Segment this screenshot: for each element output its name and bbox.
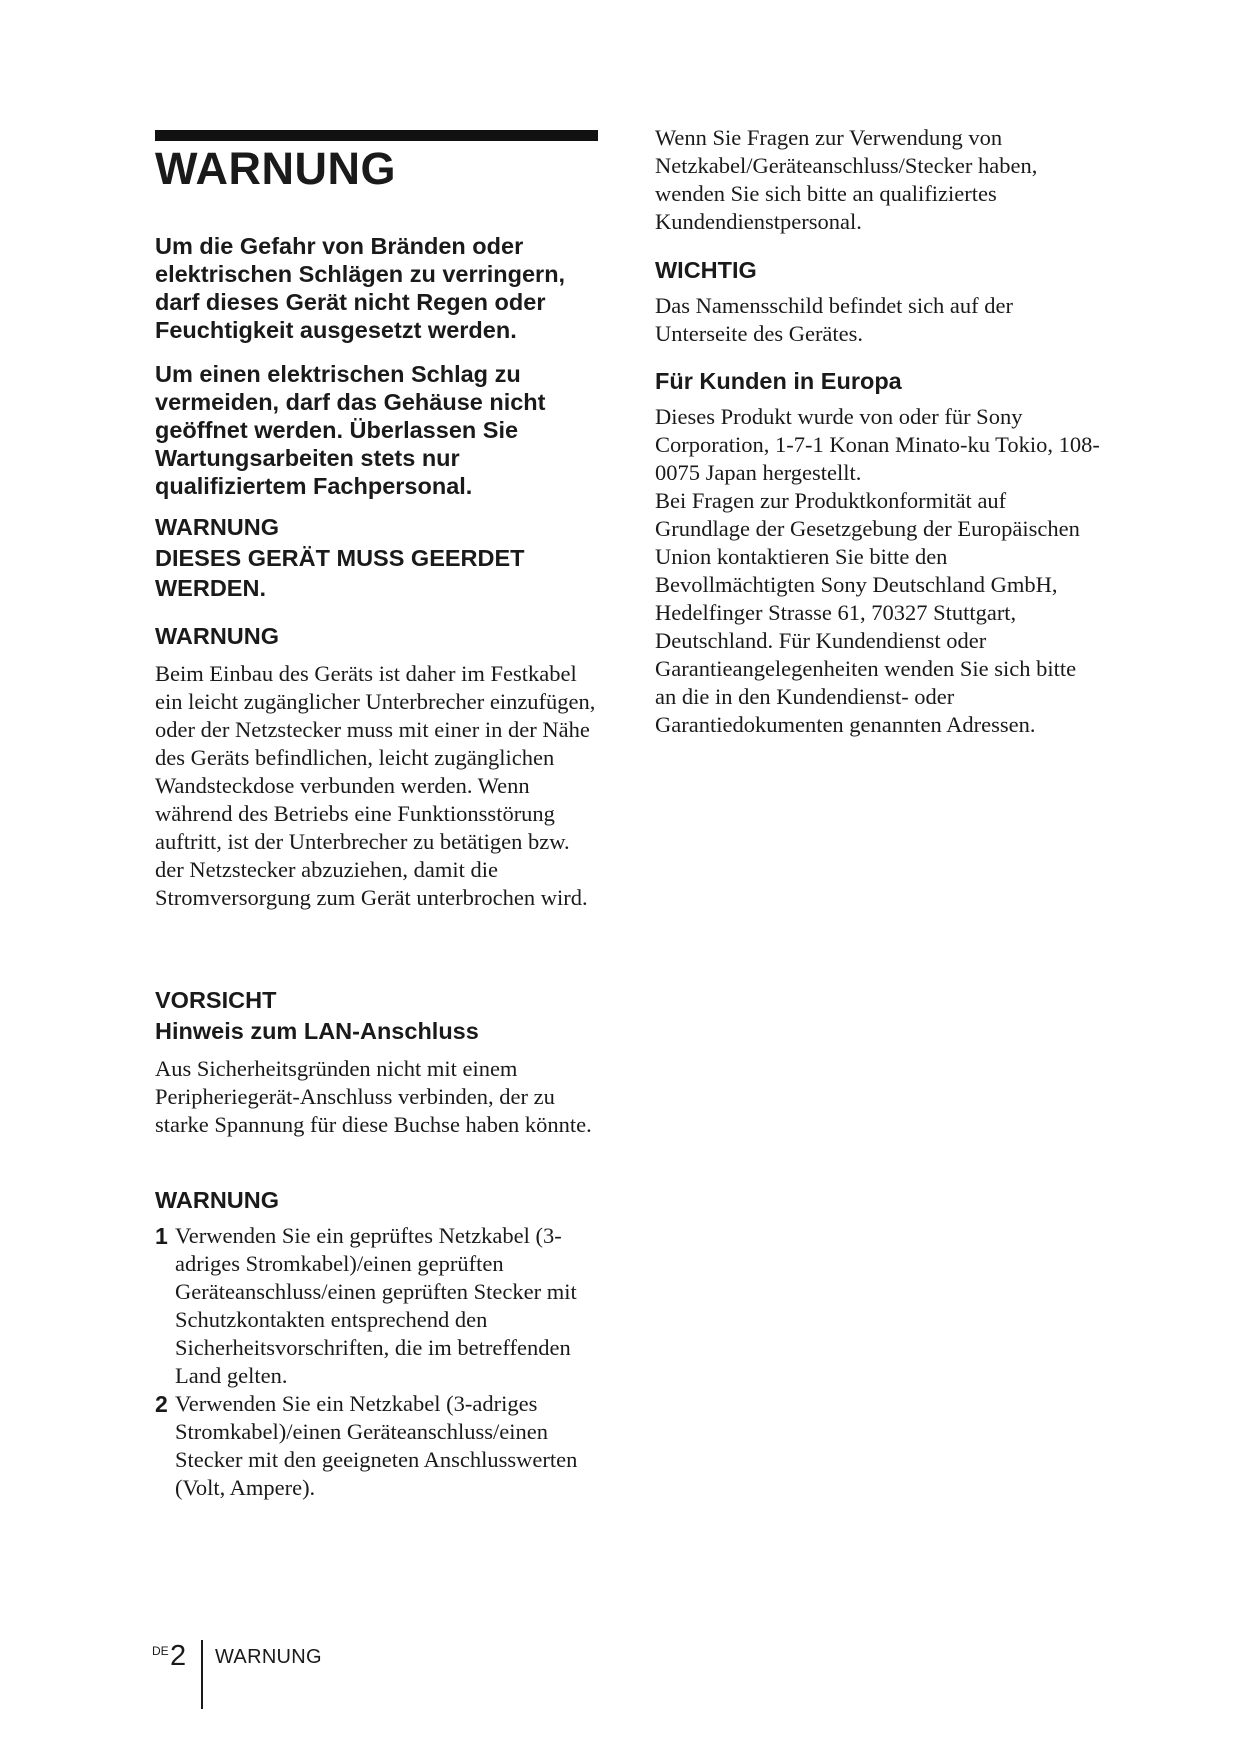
footer-section-title: WARNUNG xyxy=(215,1646,322,1668)
important-text: Das Namensschild befindet sich auf der Unterseite des Gerätes. xyxy=(655,293,1014,346)
europe-manufacturer-text: Dieses Produkt wurde von oder für Sony Corporation, 1-7-1 Konan Minato-ku Tokio, 108-0075 Japan hergestellt. xyxy=(655,404,1100,485)
cable-warning-list xyxy=(155,1222,605,1502)
europe-conformity-text: Bei Fragen zur Produktkonformität auf Grundlage der Gesetzgebung der Europäischen Union kontaktieren Sie bitte den Bevollmächtigten Sony Deutschland GmbH, Hedelfinger Strasse 61, 70327 Stuttgart, Deutschland. Für Kundendienst oder Garantieangelegenheiten wenden Sie sich bitte an die in den Kundendienst- oder Garantiedokumenten genannten Adressen. xyxy=(655,488,1080,737)
cable-warning-heading: WARNUNG xyxy=(155,1187,280,1213)
list-item xyxy=(155,1390,605,1502)
language-code: DE xyxy=(152,1644,169,1658)
lan-note-text: Aus Sicherheitsgründen nicht mit einem Peripheriegerät-Anschluss verbinden, der zu starke Spannung für diese Buchse haben könnte. xyxy=(155,1056,592,1137)
lan-note-heading: Hinweis zum LAN-Anschluss xyxy=(155,1018,479,1044)
install-warning-heading: WARNUNG xyxy=(155,623,280,649)
list-item-number: 1 xyxy=(155,1223,168,1249)
list-item-text: Verwenden Sie ein Netzkabel (3-adriges Stromkabel)/einen Geräteanschluss/einen Stecker mit den geeigneten Anschlusswerten (Volt, Ampere). xyxy=(175,1391,578,1500)
install-warning-text: Beim Einbau des Geräts ist daher im Festkabel ein leicht zugänglicher Unterbrecher einzufügen, oder der Netzstecker muss mit einer in der Nähe des Geräts befindlichen, leicht zugänglichen Wandsteckdose verbunden werden. Wenn während des Betriebs eine Funktionsstörung auftritt, ist der Unterbrecher zu betätigen bzw. der Netzstecker abzuziehen, damit die Stromversorgung zum Gerät unterbrochen wird. xyxy=(155,661,596,910)
questions-text: Wenn Sie Fragen zur Verwendung von Netzkabel/Geräteanschluss/Stecker haben, wenden Sie sich bitte an qualifiziertes Kundendienstpersonal. xyxy=(655,125,1038,234)
list-item-text: Verwenden Sie ein geprüftes Netzkabel (3-adriges Stromkabel)/einen geprüften Geräteanschluss/einen geprüften Stecker mit Schutzkontakten entsprechend den Sicherheitsvorschriften, die im betreffenden Land gelten. xyxy=(175,1223,577,1388)
page-number: 2 xyxy=(170,1640,187,1672)
page-title: WARNUNG xyxy=(155,143,396,194)
shock-warning-text: Um einen elektrischen Schlag zu vermeiden, darf das Gehäuse nicht geöffnet werden. Überlassen Sie Wartungsarbeiten stets nur qualifiziertem Fachpersonal. xyxy=(155,361,546,499)
caution-heading: VORSICHT xyxy=(155,987,277,1013)
list-item xyxy=(155,1222,605,1390)
earth-warning-subheading: DIESES GERÄT MUSS GEERDET WERDEN. xyxy=(155,545,525,601)
fire-warning-text: Um die Gefahr von Bränden oder elektrischen Schlägen zu verringern, darf dieses Gerät nicht Regen oder Feuchtigkeit ausgesetzt werden. xyxy=(155,233,566,343)
list-item-number: 2 xyxy=(155,1391,168,1417)
earth-warning-heading: WARNUNG xyxy=(155,514,280,540)
footer-divider xyxy=(201,1640,203,1709)
title-rule xyxy=(155,130,598,141)
europe-heading: Für Kunden in Europa xyxy=(655,368,902,394)
important-heading: WICHTIG xyxy=(655,257,757,283)
